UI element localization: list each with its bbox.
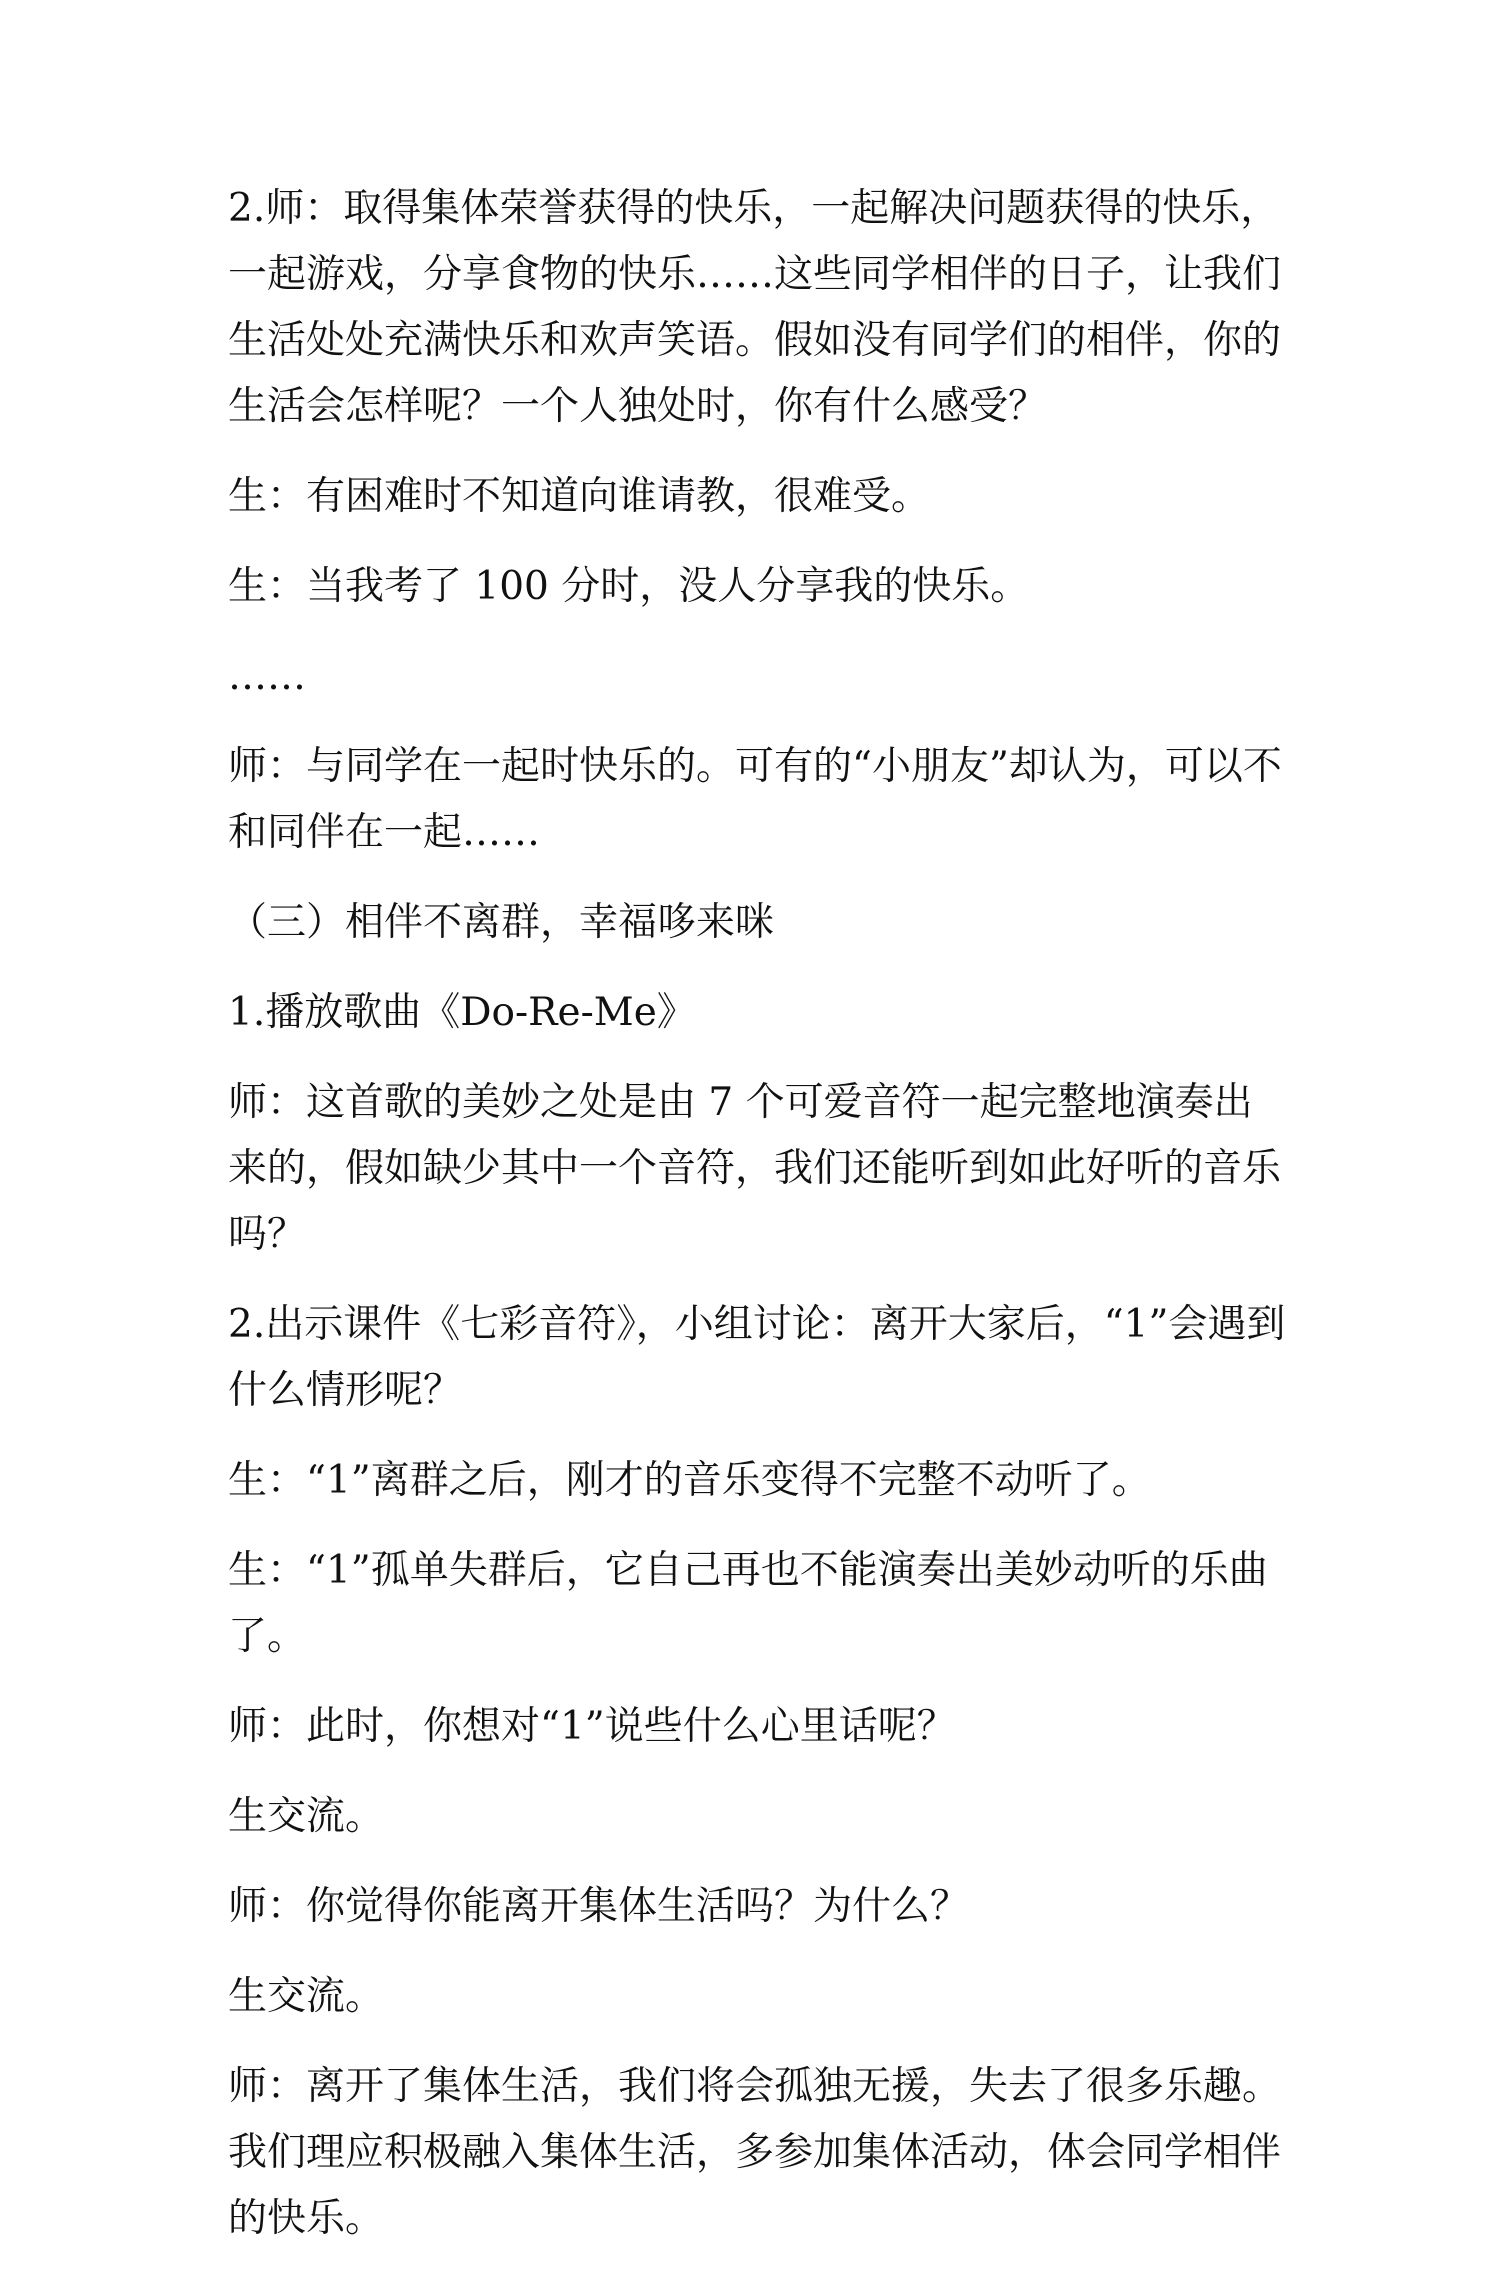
paragraph-student-exchange-2: 生交流。 (228, 1974, 385, 2019)
paragraph-student-answer-4: 生：“1”孤单失群后，它自己再也不能演奏出美妙动听的乐曲了。 (228, 1548, 1268, 1659)
paragraph-intro-question: 2.师：取得集体荣誉获得的快乐，一起解决问题获得的快乐，一起游戏，分享食物的快乐……这些同学相伴的日子，让我们生活处处充满快乐和欢声笑语。假如没有同学们的相伴，你的生活会怎样呢？一个人独处时，你有什么感受？ (228, 186, 1282, 429)
section-heading-three: （三）相伴不离群，幸福哆来咪 (228, 900, 775, 945)
paragraph-student-answer-2: 生：当我考了 100 分时，没人分享我的快乐。 (228, 564, 1030, 609)
paragraph-group-discussion: 2.出示课件《七彩音符》，小组讨论：离开大家后，“1”会遇到什么情形呢？ (228, 1302, 1286, 1413)
paragraph-play-song: 1.播放歌曲《Do-Re-Me》 (228, 990, 696, 1035)
document-body (228, 176, 1288, 2276)
paragraph-ellipsis: …… (228, 654, 306, 699)
paragraph-student-exchange-1: 生交流。 (228, 1794, 385, 1839)
paragraph-teacher-leave-group: 师：你觉得你能离开集体生活吗？为什么？ (228, 1884, 970, 1929)
paragraph-teacher-transition: 师：与同学在一起时快乐的。可有的“小朋友”却认为，可以不和同伴在一起…… (228, 744, 1282, 855)
paragraph-student-answer-3: 生：“1”离群之后，刚才的音乐变得不完整不动听了。 (228, 1458, 1151, 1503)
paragraph-teacher-conclusion: 师：离开了集体生活，我们将会孤独无援，失去了很多乐趣。我们理应积极融入集体生活，多参加集体活动，体会同学相伴的快乐。 (228, 2064, 1282, 2241)
paragraph-teacher-heart-words: 师：此时，你想对“1”说些什么心里话呢？ (228, 1704, 956, 1749)
paragraph-teacher-song-question: 师：这首歌的美妙之处是由 7 个可爱音符一起完整地演奏出来的，假如缺少其中一个音符，我们还能听到如此好听的音乐吗？ (228, 1080, 1282, 1257)
paragraph-student-answer-1: 生：有困难时不知道向谁请教，很难受。 (228, 474, 931, 519)
